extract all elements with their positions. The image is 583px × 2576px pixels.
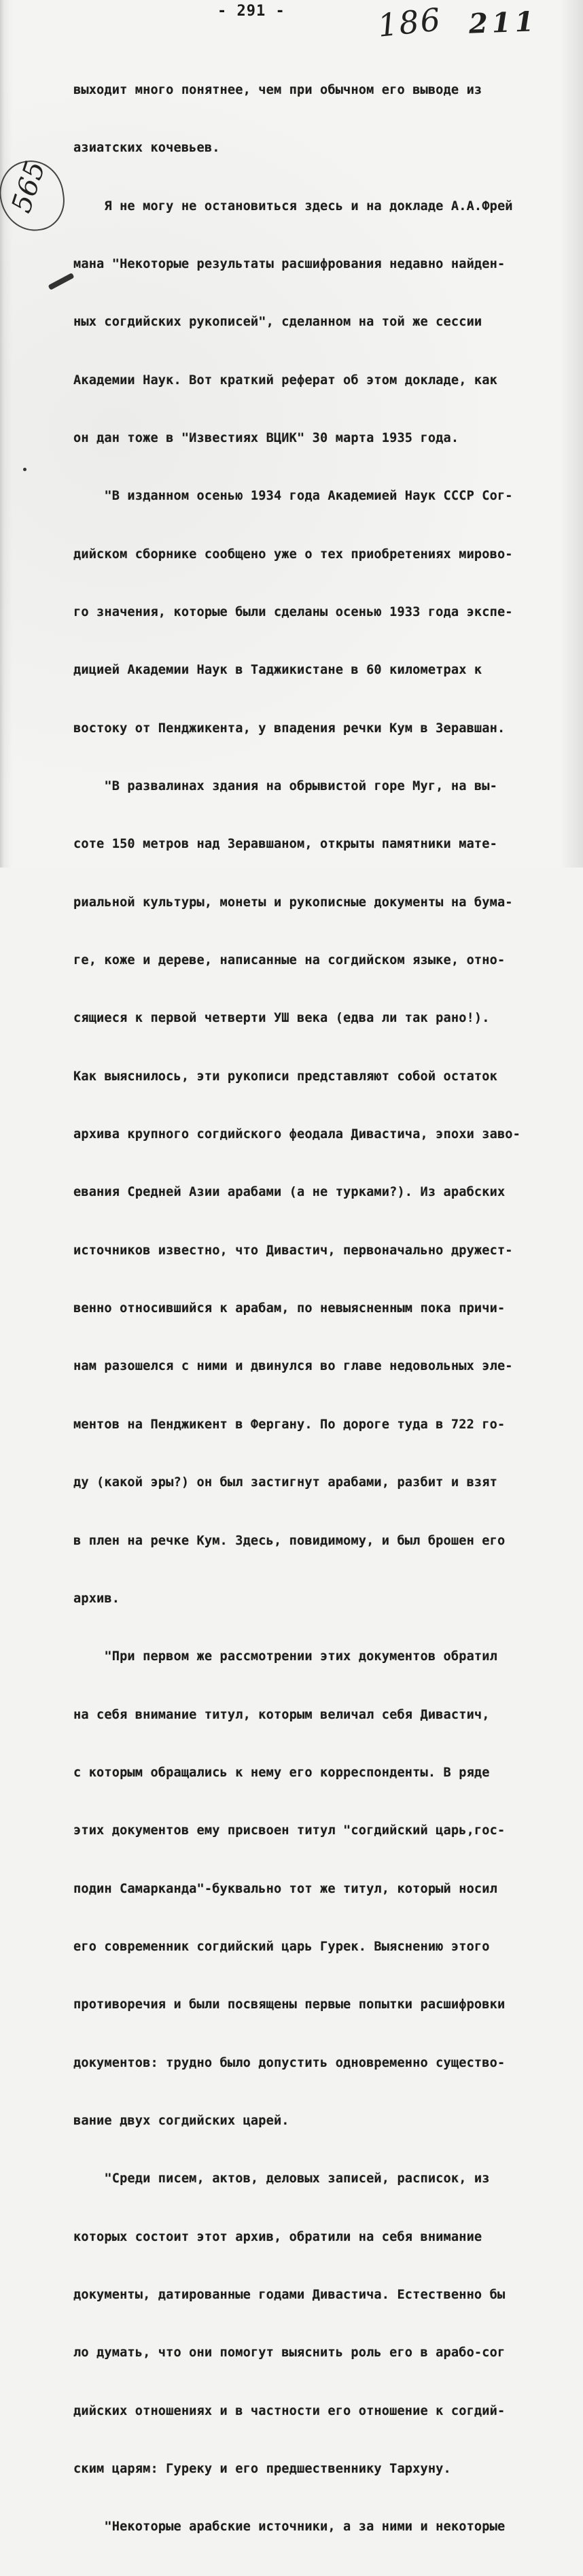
- text-line: Академии Наук. Вот краткий реферат об этом докладе, как: [73, 373, 497, 388]
- text-line: "Некоторые арабские источники, а за ними и некоторые: [73, 2520, 506, 2535]
- text-line: ду (какой эры?) он был застигнут арабами, разбит и взят: [73, 1475, 497, 1490]
- text-line: ных согдийских рукописей", сделанном на той же сессии: [73, 315, 482, 330]
- text-line: сящиеся к первой четверти УШ века (едва ли так рано!).: [73, 1011, 490, 1026]
- text-line: с которым обращались к нему его корреспонденты. В ряде: [73, 1765, 490, 1780]
- margin-pen-mark: [48, 273, 74, 290]
- text-line: документов: трудно было допустить одновременно существо-: [73, 2055, 506, 2070]
- text-line: в плен на речке Кум. Здесь, повидимому, и был брошен его: [73, 1533, 506, 1548]
- handwritten-margin-number: 565: [5, 157, 52, 217]
- text-line: архив.: [73, 1591, 120, 1606]
- text-line: мана "Некоторые результаты расшифрования недавно найден-: [73, 256, 506, 271]
- text-line: ло думать, что они помогут выяснить роль его в арабо-сог: [73, 2346, 506, 2360]
- text-line: вание двух согдийских царей.: [73, 2113, 289, 2128]
- text-line: азиатских кочевьев.: [73, 141, 220, 156]
- text-line: дийском сборнике сообщено уже о тех приобретениях мирово-: [73, 547, 513, 562]
- text-line: этих документов ему присвоен титул "согдийский царь,гос-: [73, 1823, 506, 1838]
- margin-dot: [23, 468, 26, 471]
- page-number: - 291 -: [217, 3, 285, 20]
- text-line: венно относившийся к арабам, по невыясненным пока причи-: [73, 1301, 506, 1316]
- text-line: ским царям: Гуреку и его предшественнику Тархуну.: [73, 2462, 451, 2476]
- body-text: [73, 42, 576, 2576]
- text-line: подин Самарканда"-буквально тот же титул, который носил: [73, 1881, 497, 1896]
- text-line: которых состоит этот архив, обратили на себя внимание: [73, 2229, 482, 2244]
- handwritten-number-top: 186: [376, 1, 444, 44]
- text-line: риальной культуры, монеты и рукописные документы на бума-: [73, 895, 513, 910]
- handwritten-number-right: 211: [468, 5, 539, 40]
- text-line: на себя внимание титул, которым величал себя Дивастич,: [73, 1707, 490, 1722]
- text-line: архива крупного согдийского феодала Дивастича, эпохи заво-: [73, 1127, 520, 1142]
- text-line: его современник согдийский царь Гурек. Выяснению этого: [73, 1939, 490, 1954]
- text-line: выходит много понятнее, чем при обычном его выводе из: [73, 82, 482, 97]
- text-line: востоку от Пенджикента, у впадения речки Кум в Зеравшан.: [73, 721, 506, 736]
- text-line: дицией Академии Наук в Таджикистане в 60 километрах к: [73, 663, 482, 678]
- text-line: дийских отношениях и в частности его отношение к согдий-: [73, 2403, 506, 2418]
- text-line: документы, датированные годами Дивастича. Естественно бы: [73, 2287, 506, 2302]
- text-line: он дан тоже в "Известиях ВЦИК" 30 марта 1935 года.: [73, 430, 459, 445]
- text-line: противоречия и были посвящены первые попытки расшифровки: [73, 1997, 506, 2012]
- text-line: "Среди писем, актов, деловых записей, расписок, из: [73, 2171, 490, 2186]
- text-line: нам разошелся с ними и двинулся во главе недовольных эле-: [73, 1359, 513, 1374]
- text-line: го значения, которые были сделаны осенью 1933 года экспе-: [73, 605, 513, 619]
- text-line: "В изданном осенью 1934 года Академией Наук СССР Сог-: [73, 489, 513, 504]
- text-line: Я не могу не остановиться здесь и на докладе А.А.Фрей: [73, 199, 513, 213]
- text-line: ментов на Пенджикент в Фергану. По дороге туда в 722 го-: [73, 1417, 506, 1432]
- text-line: "В развалинах здания на обрывистой горе Муг, на вы-: [73, 779, 497, 794]
- text-line: соте 150 метров над Зеравшаном, открыты памятники мате-: [73, 837, 497, 852]
- text-line: "При первом же рассмотрении этих документов обратил: [73, 1649, 497, 1664]
- text-line: ге, коже и дереве, написанные на согдийском языке, отно-: [73, 953, 506, 968]
- text-line: евания Средней Азии арабами (а не турками?). Из арабских: [73, 1185, 506, 1200]
- text-line: источников известно, что Дивастич, первоначально дружест-: [73, 1243, 513, 1258]
- text-line: Как выяснилось, эти рукописи представляют собой остаток: [73, 1069, 497, 1084]
